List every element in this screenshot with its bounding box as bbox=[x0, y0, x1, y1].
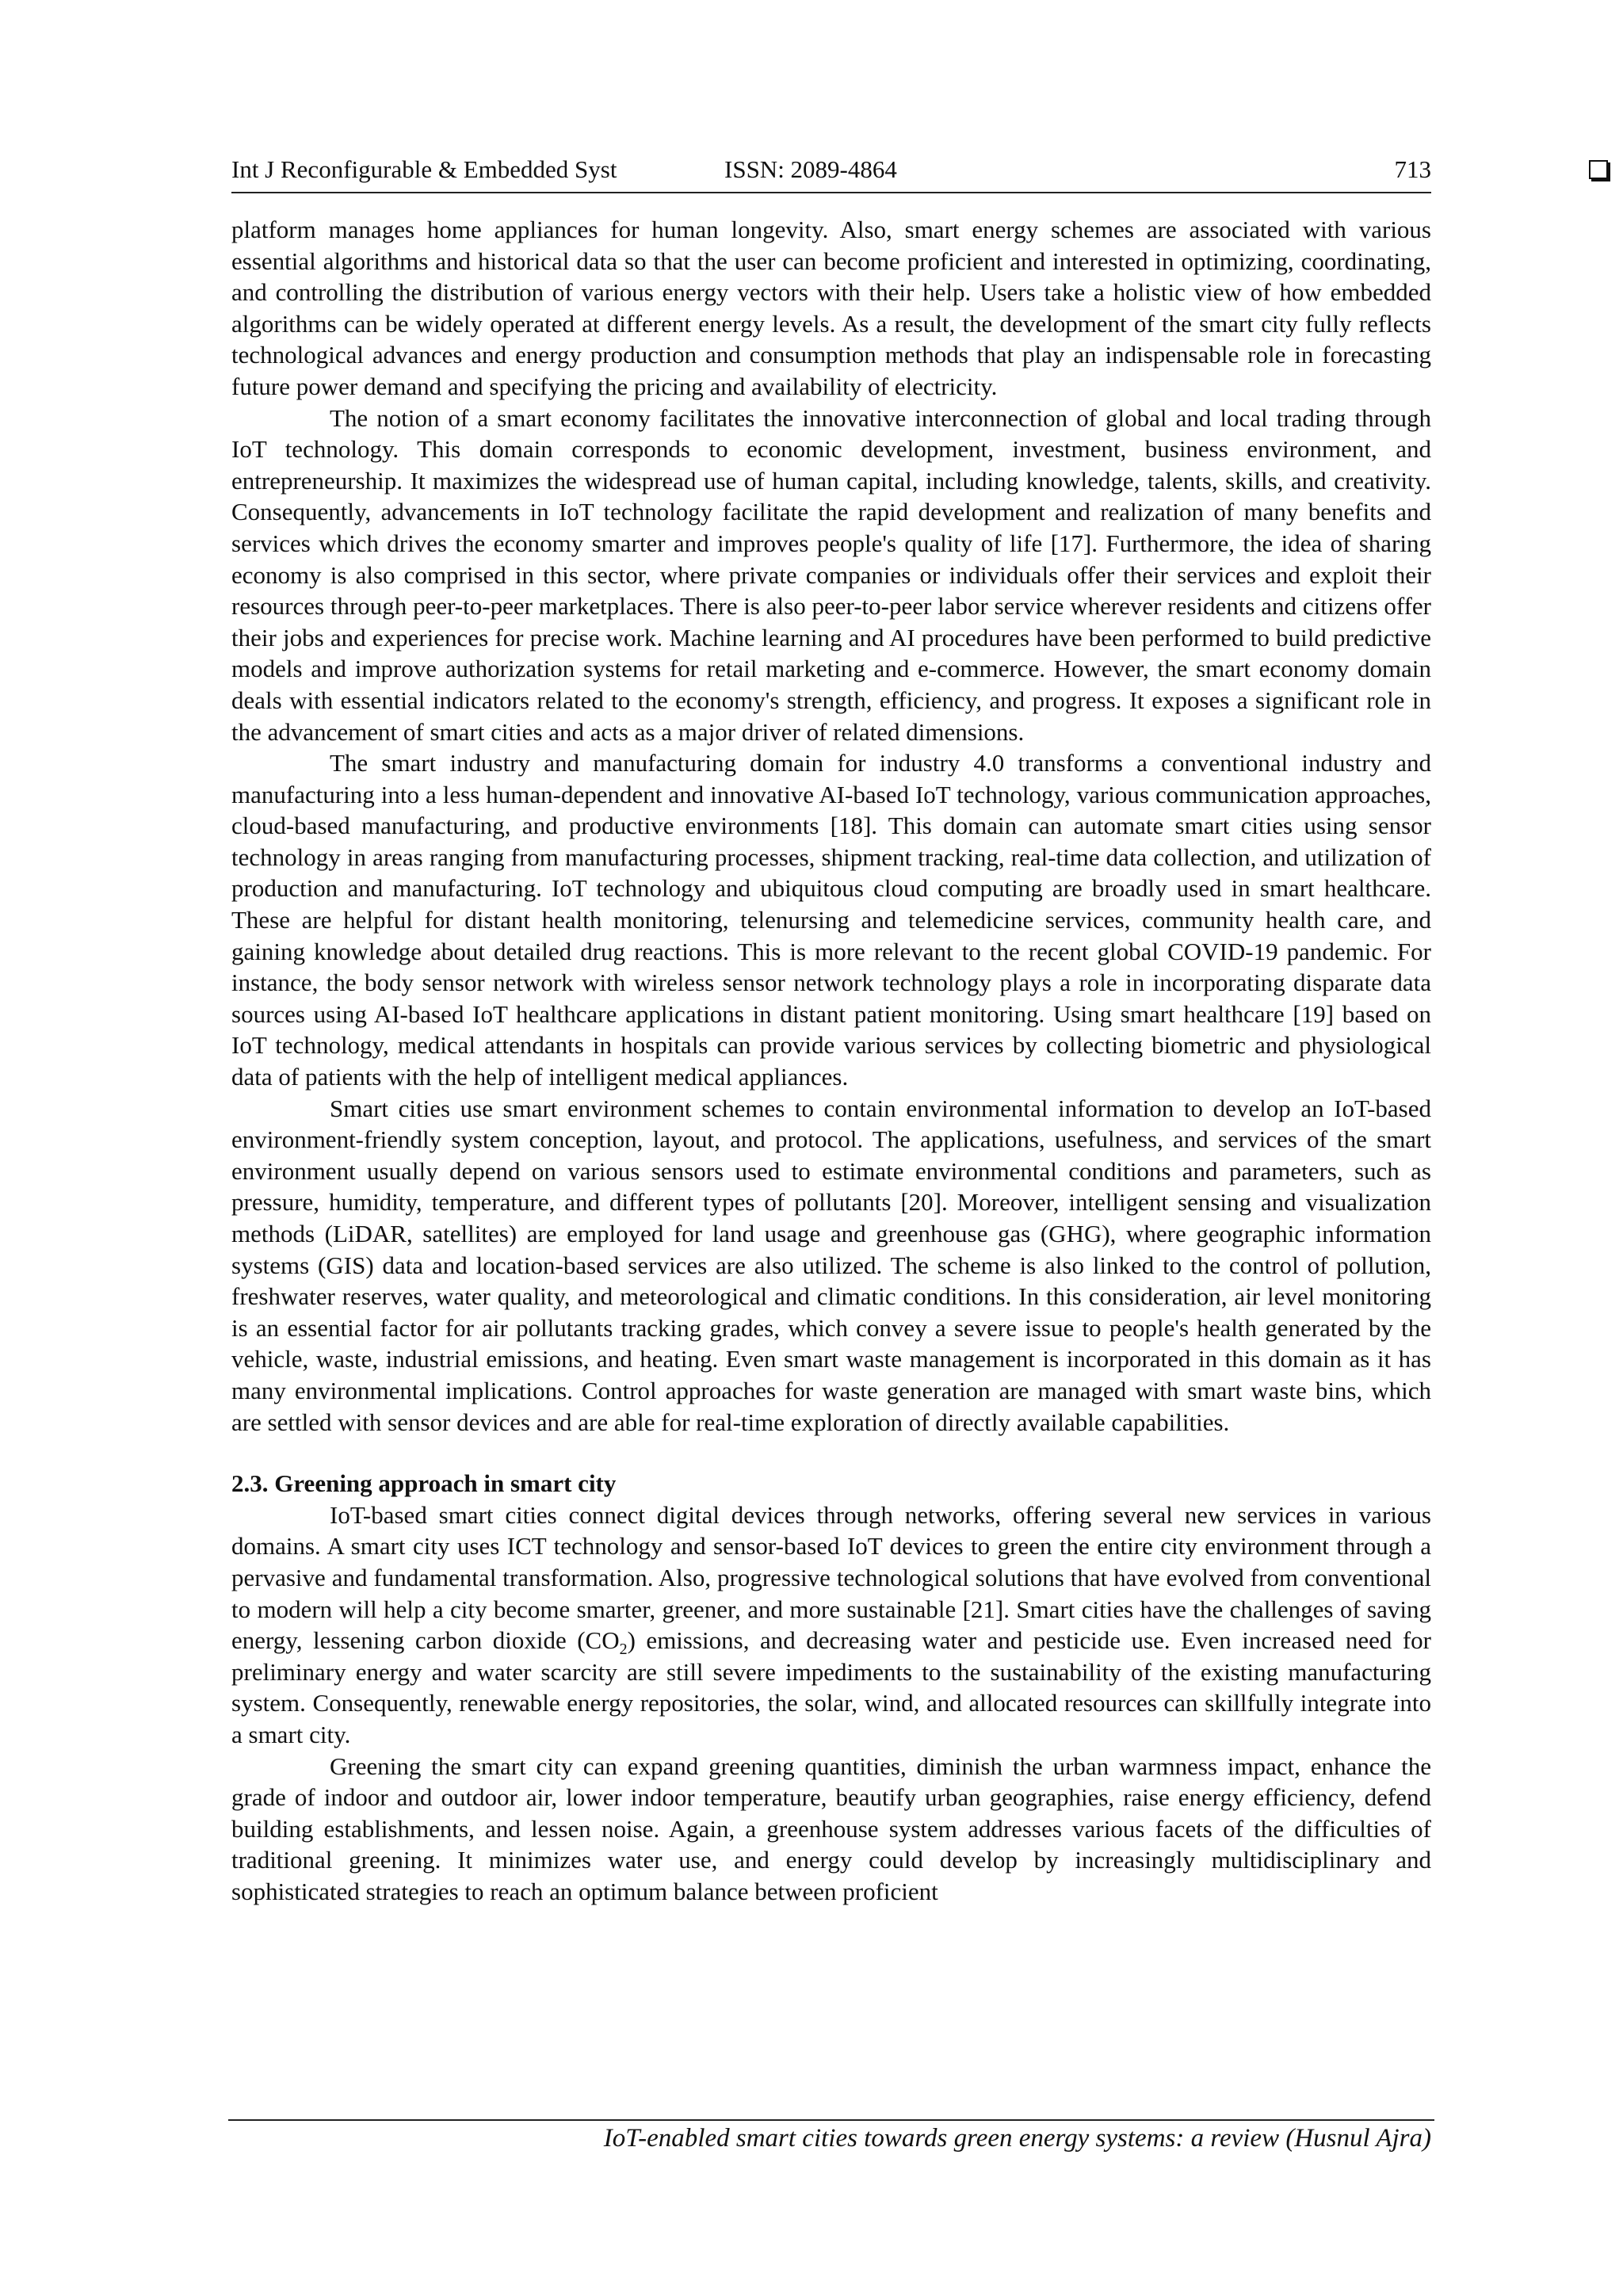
paragraph-smart-economy: The notion of a smart economy facilitates the innovative interconnection of global and local trading through IoT technology. This domain corresponds to economic development, investment, business environment, and entrepreneurship. It maximizes the widespread use of human capital, including knowledge, talents, skills, and creativity. Consequently, advancements in IoT technology facilitate the rapid development and realization of many benefits and services which drives the economy smarter and improves people's quality of life [17]. Furthermore, the idea of sharing economy is also comprised in this sector, where private companies or individuals offer their services and exploit their resources through peer-to-peer marketplaces. There is also peer-to-peer labor service wherever residents and citizens offer their jobs and experiences for precise work. Machine learning and AI procedures have been performed to build predictive models and improve authorization systems for retail marketing and e-commerce. However, the smart economy domain deals with essential indicators related to the economy's strength, efficiency, and progress. It exposes a significant role in the advancement of smart cities and acts as a major driver of related dimensions. bbox=[231, 403, 1431, 746]
paragraph-continuation: platform manages home appliances for human longevity. Also, smart energy schemes are associated with various essential algorithms and historical data so that the user can become proficient and interested in optimizing, coordinating, and controlling the distribution of various energy vectors with their help. Users take a holistic view of how embedded algorithms can be widely operated at different energy levels. As a result, the development of the smart city fully reflects technological advances and energy production and consumption methods that play an indispensable role in forecasting future power demand and specifying the pricing and availability of electricity. bbox=[231, 216, 1431, 400]
body-text bbox=[231, 214, 1431, 1907]
section-heading: 2.3. Greening approach in smart city bbox=[231, 1469, 617, 1498]
greening-text-part-2: ) emissions, and decreasing water and pesticide use. Even increased need for preliminary energy and water scarcity are still severe impediments to the sustainability of the existing manufacturing system. Consequently, renewable energy repositories, the solar, wind, and allocated resources can skillfully integrate into a smart city. bbox=[231, 1626, 1431, 1748]
journal-name: Int J Reconfigurable & Embedded Syst bbox=[231, 155, 617, 183]
paragraph-smart-industry: The smart industry and manufacturing domain for industry 4.0 transforms a conventional industry and manufacturing into a less human-dependent and innovative AI-based IoT technology, various communication approaches, cloud-based manufacturing, and productive environments [18]. This domain can automate smart cities using sensor technology in areas ranging from manufacturing processes, shipment tracking, real-time data collection, and utilization of production and manufacturing. IoT technology and ubiquitous cloud computing are broadly used in smart healthcare. These are helpful for distant health monitoring, telenursing and telemedicine services, community health care, and gaining knowledge about detailed drug reactions. This is more relevant to the recent global COVID-19 pandemic. For instance, the body sensor network with wireless sensor network technology plays a role in incorporating disparate data sources using AI-based IoT healthcare applications in distant patient monitoring. Using smart healthcare [19] based on IoT technology, medical attendants in hospitals can provide various services by collecting biometric and physiological data of patients with the help of intelligent medical appliances. bbox=[231, 749, 1431, 1091]
paragraph-greening-benefits: Greening the smart city can expand greening quantities, diminish the urban warmness impact, enhance the grade of indoor and outdoor air, lower indoor temperature, beautify urban geographies, raise energy efficiency, defend building establishments, and lessen noise. Again, a greenhouse system addresses various facets of the difficulties of traditional greening. It minimizes water use, and energy could develop by increasingly multidisciplinary and sophisticated strategies to reach an optimum balance between proficient bbox=[231, 1752, 1431, 1905]
co2-subscript: 2 bbox=[619, 1641, 628, 1659]
paragraph-greening-intro bbox=[231, 1499, 1431, 1751]
issn: ISSN: 2089-4864 bbox=[724, 155, 897, 183]
paragraph-smart-environment: Smart cities use smart environment schemes to contain environmental information to develop an IoT-based environment-friendly system conception, layout, and protocol. The applications, usefulness, and services of the smart environment usually depend on various sensors used to estimate environmental conditions and parameters, such as pressure, humidity, temperature, and different types of pollutants [20]. Moreover, intelligent sensing and visualization methods (LiDAR, satellites) are employed for land usage and greenhouse gas (GHG), where geographic information systems (GIS) data and location-based services are also utilized. The scheme is also linked to the control of pollution, freshwater reserves, water quality, and meteorological and climatic conditions. In this consideration, air level monitoring is an essential factor for air pollutants tracking grades, which convey a severe issue to people's health generated by the vehicle, waste, industrial emissions, and heating. Even smart waste management is incorporated in this domain as it has many environmental implications. Control approaches for waste generation are managed with smart waste bins, which are settled with sensor devices and are able for real-time exploration of directly available capabilities. bbox=[231, 1094, 1431, 1436]
footer-rule bbox=[228, 2119, 1434, 2121]
page-number: 713 bbox=[1394, 155, 1431, 183]
greening-text-part-1: IoT-based smart cities connect digital devices through networks, offering several new services in various domains. A smart city uses ICT technology and sensor-based IoT devices to green the entire city environment through a pervasive and fundamental transformation. Also, progressive technological solutions that have evolved from conventional to modern will help a city become smarter, greener, and more sustainable [21]. Smart cities have the challenges of saving energy, lessening carbon dioxide (CO bbox=[231, 1500, 1431, 1655]
running-header bbox=[231, 152, 1431, 193]
box-icon bbox=[1589, 160, 1608, 179]
running-footer: IoT-enabled smart cities towards green energy systems: a review (Husnul Ajra) bbox=[603, 2124, 1431, 2153]
